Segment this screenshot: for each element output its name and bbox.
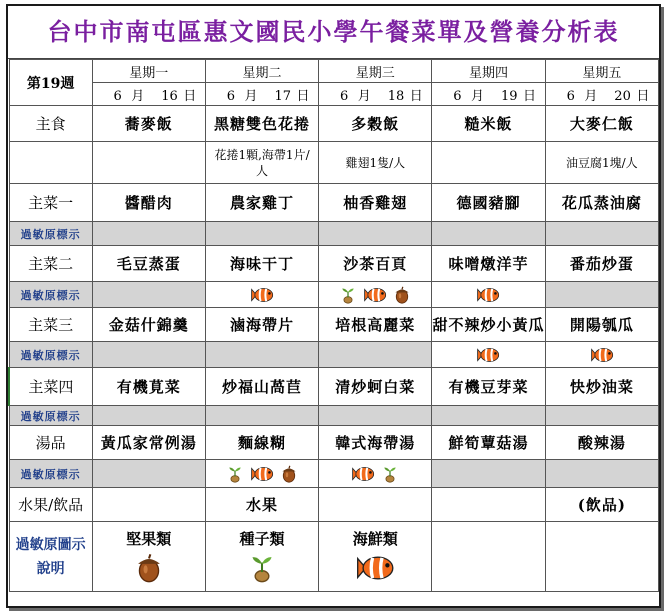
allergy-label: 過敏原標示: [9, 282, 92, 308]
allergy-cell: [545, 406, 658, 426]
allergy-cell: [432, 342, 545, 368]
allergy-cell: [432, 406, 545, 426]
dish-cell: 大麥仁飯: [545, 106, 658, 142]
row-label-main1: 主菜一: [9, 184, 92, 222]
legend-label: 過敏原圖示說明: [9, 522, 92, 592]
nut-icon: [393, 286, 411, 304]
date-month: 6: [566, 88, 575, 104]
dish-cell: [92, 488, 205, 522]
allergy-cell: [319, 342, 432, 368]
allergy-cell: [92, 406, 205, 426]
day-name: 星期五: [545, 60, 658, 83]
dish-cell: 柚香雞翅: [319, 184, 432, 222]
legend-empty: [432, 522, 545, 592]
dish-cell: 有機豆芽菜: [432, 368, 545, 406]
date-day-unit: 日: [183, 88, 197, 104]
row-label-main4: 主菜四: [9, 368, 92, 406]
allergy-cell: [319, 222, 432, 246]
legend-item: [205, 522, 318, 592]
dish-cell: 水果: [205, 488, 318, 522]
day-date: [545, 83, 658, 106]
dish-cell: 黑糖雙色花捲: [205, 106, 318, 142]
date-day: 20: [614, 88, 631, 104]
fish-icon: [363, 286, 387, 304]
dish-cell: 鮮筍蕈菇湯: [432, 426, 545, 460]
legend-empty: [545, 522, 658, 592]
row-label-soup: 湯品: [9, 426, 92, 460]
dish-cell: 農家雞丁: [205, 184, 318, 222]
allergy-cell: [545, 222, 658, 246]
date-day: 16: [161, 88, 178, 104]
legend-text: 種子類: [239, 530, 285, 548]
dish-cell: 蕎麥飯: [92, 106, 205, 142]
week-label: 第19週: [9, 60, 92, 106]
date-day: 19: [501, 88, 518, 104]
page-title: 台中市南屯區惠文國民小學午餐菜單及營養分析表: [8, 6, 659, 59]
legend-text: 堅果類: [126, 530, 172, 548]
day-name: 星期三: [319, 60, 432, 83]
nut-icon: [134, 553, 164, 583]
dish-cell: (飲品): [545, 488, 658, 522]
dish-cell: 滷海帶片: [205, 308, 318, 342]
allergy-cell: [545, 342, 658, 368]
allergy-cell: [205, 222, 318, 246]
note-cell: 花捲1顆,海帶1片/人: [205, 142, 318, 184]
dish-cell: 味噌燉洋芋: [432, 246, 545, 282]
date-month: 6: [226, 88, 236, 104]
day-name: 星期四: [432, 60, 545, 83]
allergy-cell: [432, 222, 545, 246]
dish-cell: 毛豆蒸蛋: [92, 246, 205, 282]
allergy-cell: [319, 282, 432, 308]
date-day: 17: [274, 88, 292, 104]
fish-icon: [355, 553, 396, 583]
date-day: 18: [387, 88, 405, 104]
date-month: 6: [453, 88, 462, 104]
fish-icon: [476, 346, 500, 364]
dish-cell: [432, 488, 545, 522]
seed-icon: [226, 465, 244, 483]
dish-cell: 有機莧菜: [92, 368, 205, 406]
day-name: 星期一: [92, 60, 205, 83]
dish-cell: 開陽瓠瓜: [545, 308, 658, 342]
dish-cell: 酸辣湯: [545, 426, 658, 460]
note-cell: [92, 142, 205, 184]
note-cell: 雞翅1隻/人: [319, 142, 432, 184]
date-month: 6: [340, 88, 349, 104]
day-date: [92, 83, 205, 106]
row-label-main3: 主菜三: [9, 308, 92, 342]
allergy-cell: [92, 282, 205, 308]
row-label-staple: 主食: [9, 106, 92, 142]
legend-item: [92, 522, 205, 592]
dish-cell: 海味干丁: [205, 246, 318, 282]
allergy-label: 過敏原標示: [9, 342, 92, 368]
nut-icon: [280, 465, 298, 483]
date-month-unit: 月: [471, 88, 485, 104]
fish-icon: [250, 286, 274, 304]
row-label-fruit: 水果/飲品: [9, 488, 92, 522]
allergy-cell: [205, 460, 318, 488]
allergy-cell: [92, 222, 205, 246]
day-name: 星期二: [205, 60, 318, 83]
fish-icon: [590, 346, 614, 364]
dish-cell: 花瓜蒸油腐: [545, 184, 658, 222]
legend-text: 海鮮類: [352, 530, 398, 548]
dish-cell: 德國豬腳: [432, 184, 545, 222]
allergy-cell: [545, 282, 658, 308]
dish-cell: 金菇什錦羹: [92, 308, 205, 342]
dish-cell: 黃瓜家常例湯: [92, 426, 205, 460]
date-day-unit: 日: [296, 88, 310, 104]
allergy-cell: [92, 460, 205, 488]
note-cell: 油豆腐1塊/人: [545, 142, 658, 184]
dish-cell: 快炒油菜: [545, 368, 658, 406]
allergy-cell: [205, 282, 318, 308]
date-month-unit: 月: [131, 88, 145, 104]
day-date: [205, 83, 318, 106]
dish-cell: 甜不辣炒小黃瓜: [432, 308, 545, 342]
notes-label-cell: [9, 142, 92, 184]
allergy-cell: [545, 460, 658, 488]
date-month-unit: 月: [244, 88, 258, 104]
allergy-cell: [319, 460, 432, 488]
day-date: [319, 83, 432, 106]
legend-item: [319, 522, 432, 592]
date-month-unit: 月: [357, 88, 371, 104]
menu-table: [8, 59, 659, 592]
dish-cell: 沙茶百頁: [319, 246, 432, 282]
allergy-label: 過敏原標示: [9, 222, 92, 246]
allergy-label: 過敏原標示: [9, 406, 92, 426]
menu-sheet: [6, 4, 661, 608]
fish-icon: [351, 465, 375, 483]
allergy-cell: [92, 342, 205, 368]
date-month: 6: [113, 88, 122, 104]
date-day-unit: 日: [523, 88, 537, 104]
seed-icon: [381, 465, 399, 483]
dish-cell: 炒福山萵苣: [205, 368, 318, 406]
seed-icon: [339, 286, 357, 304]
allergy-cell: [432, 282, 545, 308]
dish-cell: [319, 488, 432, 522]
allergy-cell: [205, 342, 318, 368]
fish-icon: [250, 465, 274, 483]
fish-icon: [476, 286, 500, 304]
allergy-cell: [205, 406, 318, 426]
day-date: [432, 83, 545, 106]
allergy-label: 過敏原標示: [9, 460, 92, 488]
dish-cell: 糙米飯: [432, 106, 545, 142]
allergy-cell: [432, 460, 545, 488]
dish-cell: 多穀飯: [319, 106, 432, 142]
seed-icon: [247, 553, 277, 583]
dish-cell: 清炒蚵白菜: [319, 368, 432, 406]
dish-cell: 麵線糊: [205, 426, 318, 460]
date-day-unit: 日: [636, 88, 650, 104]
dish-cell: 韓式海帶湯: [319, 426, 432, 460]
dish-cell: 醬醋肉: [92, 184, 205, 222]
note-cell: [432, 142, 545, 184]
row-label-main2: 主菜二: [9, 246, 92, 282]
dish-cell: 番茄炒蛋: [545, 246, 658, 282]
allergy-cell: [319, 406, 432, 426]
date-month-unit: 月: [584, 88, 598, 104]
dish-cell: 培根高麗菜: [319, 308, 432, 342]
date-day-unit: 日: [409, 88, 423, 104]
